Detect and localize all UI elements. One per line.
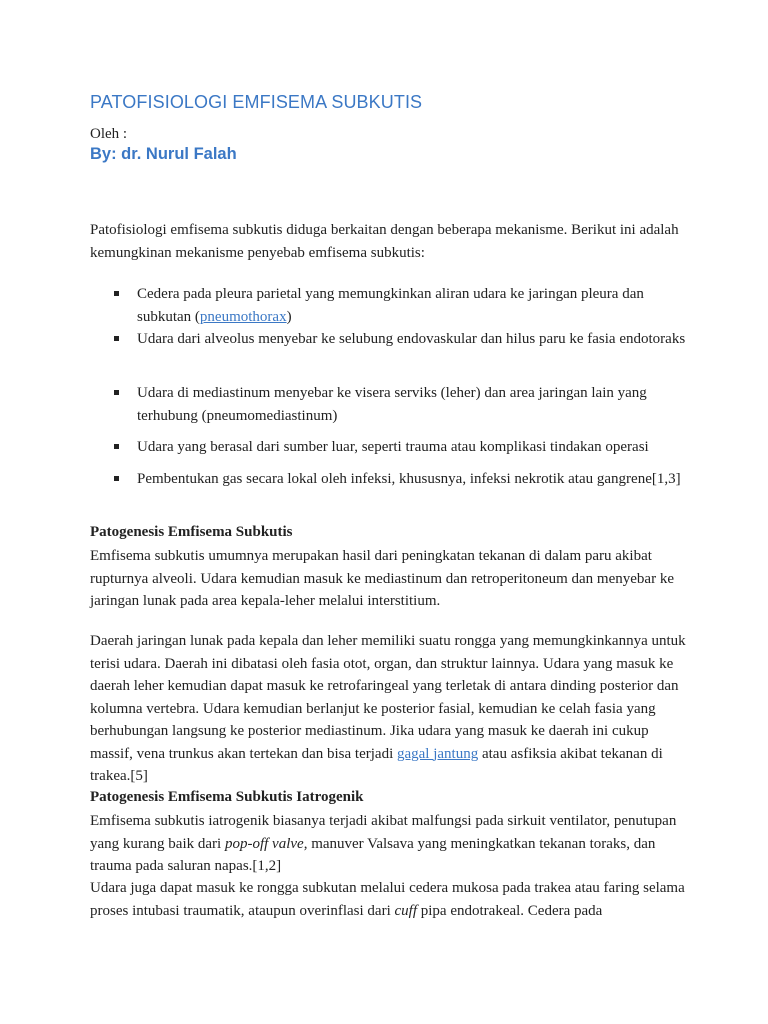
cuff-term: cuff xyxy=(394,902,418,919)
list-item-text: Udara yang berasal dari sumber luar, seperti trauma atau komplikasi tindakan operasi xyxy=(137,439,649,455)
paragraph-text-part: Emfisema subkutis iatrogenik biasanya terjadi akibat malfungsi pada sirkuit ventilator, penutupan yang kurang baik dari xyxy=(90,813,677,852)
list-item xyxy=(90,436,690,459)
section2-paragraph-1 xyxy=(90,810,690,878)
bullet-square-icon xyxy=(114,444,119,449)
gagal-jantung-link[interactable]: gagal jantung xyxy=(396,745,479,762)
paragraph-text-part: Udara juga dapat masuk ke rongga subkutan melalui cedera mukosa pada trakea atau faring selama proses intubasi traumatik, ataupun overinflasi dari xyxy=(90,880,685,919)
section1-paragraph-2 xyxy=(90,630,690,788)
list-item-text: Udara di mediastinum menyebar ke visera serviks (leher) dan area jaringan lain yang terhubung (pneumomediastinum) xyxy=(137,385,647,424)
list-item-text: Udara dari alveolus menyebar ke selubung endovaskular dan hilus paru ke fasia endotoraks xyxy=(137,331,686,347)
intro-paragraph: Patofisiologi emfisema subkutis diduga berkaitan dengan beberapa mekanisme. Berikut ini adalah kemungkinan mekanisme penyebab emfisema subkutis: xyxy=(90,222,679,261)
list-item-text-part: Cedera pada pleura parietal yang memungkinkan aliran udara ke jaringan pleura dan subkutan ( xyxy=(137,286,644,325)
paragraph-text-part: , manuver Valsava yang meningkatkan tekanan toraks, dan trauma pada saluran napas.[1,2] xyxy=(90,835,656,874)
list-item xyxy=(90,382,690,427)
list-item-text: Pembentukan gas secara lokal oleh infeksi, khususnya, infeksi nekrotik atau gangrene[1,3] xyxy=(137,471,681,487)
section-heading-patogenesis: Patogenesis Emfisema Subkutis xyxy=(90,524,293,540)
section-heading-iatrogenik: Patogenesis Emfisema Subkutis Iatrogenik xyxy=(90,789,364,805)
paragraph-text-part: Daerah jaringan lunak pada kepala dan leher memiliki suatu rongga yang memungkinkannya untuk terisi udara. Daerah ini dibatasi oleh fasia otot, organ, dan struktur lainnya. Udara yang masuk ke daerah leher kemudian dapat masuk ke retrofaringeal yang terletak di antara dinding posterior dan kolumna vertebra. Udara kemudian berlanjut ke posterior fasial, kemudian ke celah fasia yang berhubungan langsung ke posterior mediastinum. Jika udara yang masuk ke daerah ini cukup massif, vena trunkus akan tertekan dan bisa terjadi xyxy=(90,633,686,762)
section1-paragraph-1: Emfisema subkutis umumnya merupakan hasil dari peningkatan tekanan di dalam paru akibat rupturnya alveoli. Udara kemudian masuk ke mediastinum dan retroperitoneum dan menyebar ke jaringan lunak pada area kepala-leher melalui interstitium. xyxy=(90,548,674,609)
author-name: By: dr. Nurul Falah xyxy=(90,145,237,163)
bullet-square-icon xyxy=(114,336,119,341)
list-item xyxy=(90,283,690,328)
pop-off-valve-term: pop-off valve xyxy=(224,835,304,852)
byline-label: Oleh : xyxy=(90,126,128,142)
list-item-text-part: ) xyxy=(286,308,292,325)
paragraph-text-part: atau asfiksia akibat tekanan di trakea.[5] xyxy=(90,745,663,784)
bullet-square-icon xyxy=(114,390,119,395)
bullet-square-icon xyxy=(114,476,119,481)
list-item-text xyxy=(137,283,690,328)
section2-paragraph-2 xyxy=(90,877,690,922)
document-title: PATOFISIOLOGI EMFISEMA SUBKUTIS xyxy=(90,92,423,112)
paragraph-text-part: pipa endotrakeal. Cedera pada xyxy=(417,902,603,919)
bullet-square-icon xyxy=(114,291,119,296)
list-item xyxy=(90,468,690,491)
pneumothorax-link[interactable]: pneumothorax xyxy=(199,308,287,325)
list-item xyxy=(90,328,690,351)
